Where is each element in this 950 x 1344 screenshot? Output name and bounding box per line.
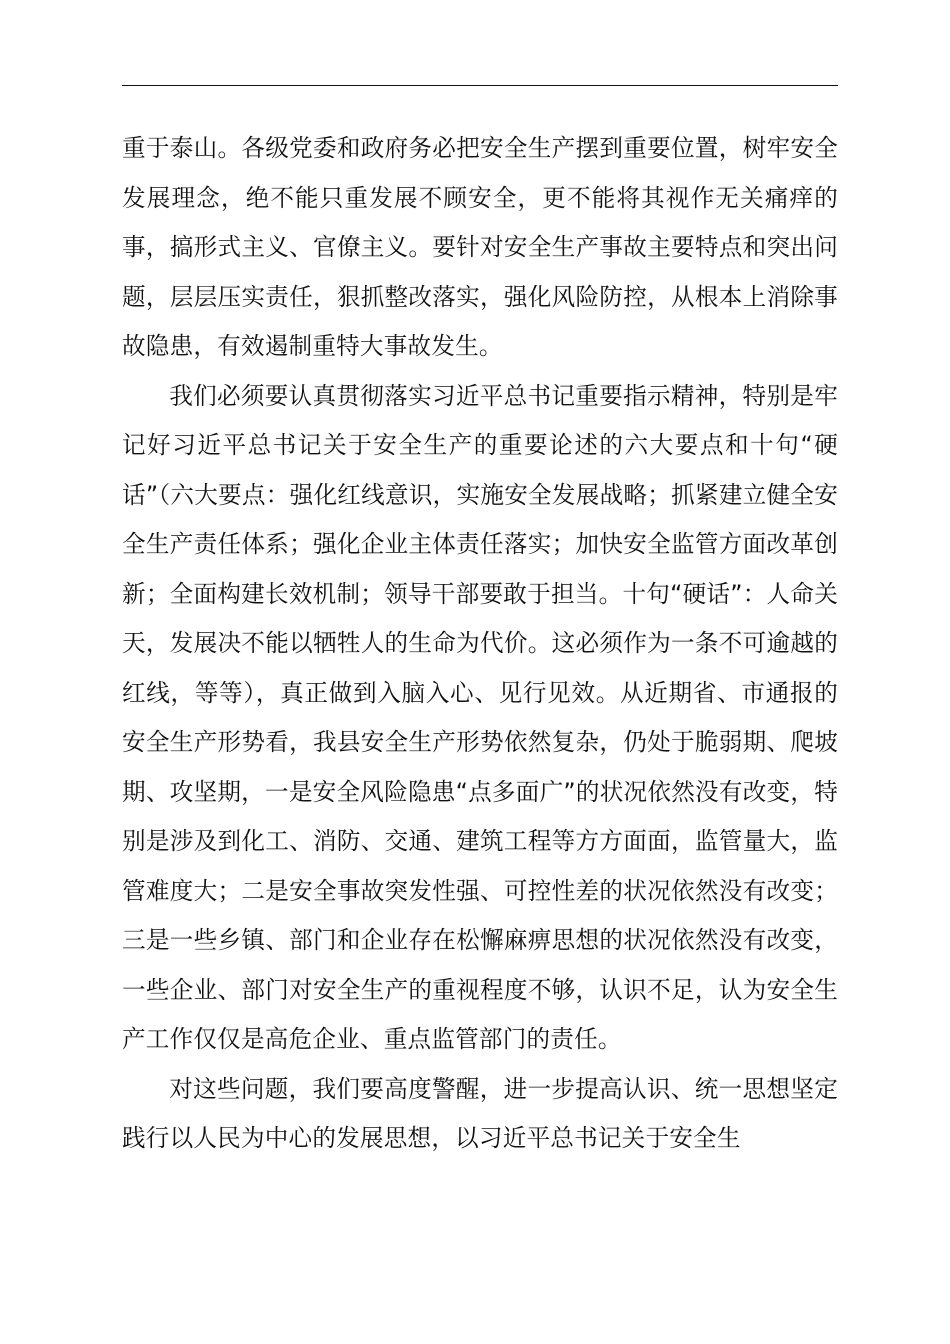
body-text xyxy=(122,124,838,1164)
paragraph-1: 重于泰山。各级党委和政府务必把安全生产摆到重要位置，树牢安全发展理念，绝不能只重发展不顾安全，更不能将其视作无关痛痒的事，搞形式主义、官僚主义。要针对安全生产事故主要特点和突出问题，层层压实责任，狠抓整改落实，强化风险防控，从根本上消除事故隐患，有效遏制重特大事故发生。 xyxy=(122,134,838,360)
paragraph-3: 对这些问题，我们要高度警醒，进一步提高认识、统一思想坚定践行以人民为中心的发展思想，以习近平总书记关于安全生 xyxy=(122,1074,838,1152)
header-rule xyxy=(122,85,838,86)
paragraph-2: 我们必须要认真贯彻落实习近平总书记重要指示精神，特别是牢记好习近平总书记关于安全生产的重要论述的六大要点和十句“硬话”（六大要点：强化红线意识，实施安全发展战略；抓紧建立健全安全生产责任体系；强化企业主体责任落实；加快安全监管方面改革创新；全面构建长效机制；领导干部要敢于担当。十句“硬话”：人命关天，发展决不能以牺牲人的生命为代价。这必须作为一条不可逾越的红线，等等），真正做到入脑入心、见行见效。从近期省、市通报的安全生产形势看，我县安全生产形势依然复杂，仍处于脆弱期、爬坡期、攻坚期，一是安全风险隐患“点多面广”的状况依然没有改变，特别是涉及到化工、消防、交通、建筑工程等方方面面，监管量大，监管难度大；二是安全事故突发性强、可控性差的状况依然没有改变；三是一些乡镇、部门和企业存在松懈麻痹思想的状况依然没有改变，一些企业、部门对安全生产的重视程度不够，认识不足，认为安全生产工作仅仅是高危企业、重点监管部门的责任。 xyxy=(122,381,838,1053)
